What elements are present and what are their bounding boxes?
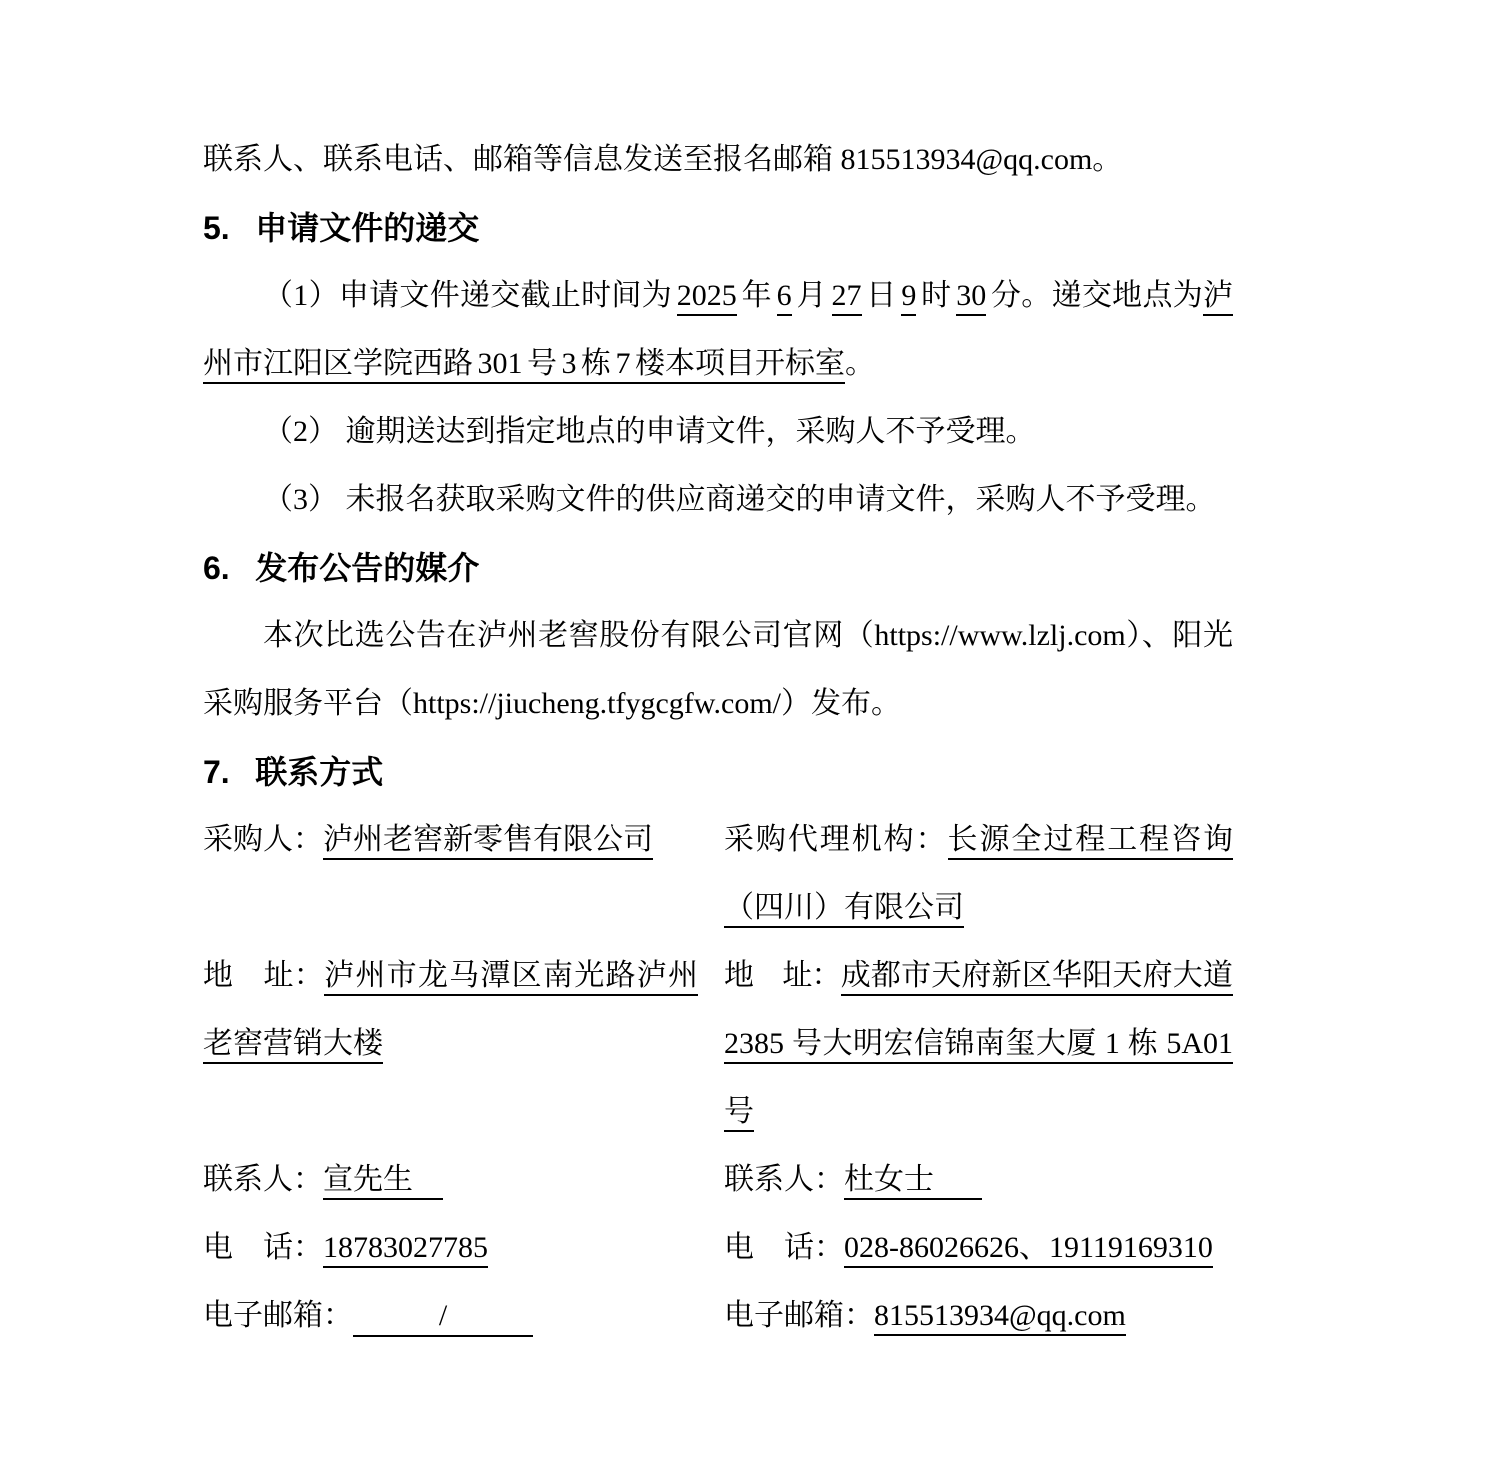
- section-5-heading: [203, 194, 1233, 262]
- buyer-email-blank: /: [353, 1299, 533, 1337]
- section-5-title: 申请文件的递交: [255, 210, 480, 246]
- deadline-minute: 30: [956, 279, 986, 316]
- buyer-email-row: [203, 1282, 698, 1350]
- deadline-day: 27: [832, 279, 862, 316]
- section-6-number: 6.: [203, 550, 230, 586]
- deadline-paragraph: [203, 262, 1233, 398]
- deadline-text-1: （1）申请文件递交截止时间为: [263, 279, 677, 312]
- agency-phone-label: 电 话：: [724, 1231, 844, 1264]
- section-7-number: 7.: [203, 754, 230, 790]
- submission-place: 泸州市江阳区学院西路 301 号 3 栋 7 楼本项目开标室: [203, 279, 1233, 384]
- agency-email-label: 电子邮箱：: [724, 1299, 874, 1332]
- announcement-media-paragraph: 本次比选公告在泸州老窖股份有限公司官网（https://www.lzlj.com）、阳光采购服务平台（https://jiucheng.tfygcgfw.com/）发布。: [203, 619, 1233, 720]
- agency-address: 成都市天府新区华阳天府大道 2385 号大明宏信锦南玺大厦 1 栋 5A01 号: [724, 959, 1233, 1132]
- buyer-email-label: 电子邮箱：: [203, 1299, 353, 1332]
- deadline-month: 6: [777, 279, 792, 316]
- deadline-text-2: 年: [736, 279, 777, 312]
- section-7-title: 联系方式: [255, 754, 384, 790]
- section-7-heading: [203, 738, 1233, 806]
- buyer-address-row: [203, 942, 698, 1146]
- buyer-name: 泸州老窖新零售有限公司: [323, 823, 653, 860]
- buyer-phone-row: [203, 1214, 698, 1282]
- late-submission-paragraph: （2） 逾期送达到指定地点的申请文件，采购人不予受理。: [263, 415, 1036, 448]
- deadline-text-3: 月: [791, 279, 832, 312]
- agency-contact-name: 杜女士: [844, 1163, 982, 1200]
- buyer-contact-row: [203, 1146, 698, 1214]
- procurement-notice-document: [203, 126, 1233, 1350]
- buyer-phone-number: 18783027785: [323, 1231, 488, 1268]
- section-5-number: 5.: [203, 210, 230, 246]
- agency-contact-label: 联系人：: [724, 1163, 844, 1196]
- buyer-row: [203, 806, 698, 942]
- agency-email-row: [724, 1282, 1233, 1350]
- agency-row: [724, 806, 1233, 942]
- deadline-text-7: 。: [845, 347, 875, 380]
- buyer-contact-label: 联系人：: [203, 1163, 323, 1196]
- agency-contact-row: [724, 1146, 1233, 1214]
- agency-email-address: 815513934@qq.com: [874, 1299, 1126, 1336]
- agency-address-row: [724, 942, 1233, 1146]
- buyer-contact-name: 宣先生: [323, 1163, 443, 1200]
- contact-info-table: [203, 806, 1233, 1350]
- deadline-text-4: 日: [861, 279, 902, 312]
- agency-phone-number: 028-86026626、19119169310: [844, 1231, 1213, 1268]
- buyer-address-label: 地 址：: [203, 959, 325, 992]
- agency-name: 长源全过程工程咨询（四川）有限公司: [724, 823, 1233, 928]
- buyer-phone-label: 电 话：: [203, 1231, 323, 1264]
- deadline-year: 2025: [677, 279, 737, 316]
- deadline-hour: 9: [901, 279, 916, 316]
- section-6-heading: [203, 534, 1233, 602]
- intro-paragraph: 联系人、联系电话、邮箱等信息发送至报名邮箱 815513934@qq.com。: [203, 143, 1123, 176]
- agency-address-label: 地 址：: [724, 959, 841, 992]
- unregistered-supplier-paragraph: （3） 未报名获取采购文件的供应商递交的申请文件，采购人不予受理。: [263, 483, 1216, 516]
- buyer-address: 泸州市龙马潭区南光路泸州老窖营销大楼: [203, 959, 698, 1064]
- buyer-label: 采购人：: [203, 823, 323, 856]
- deadline-text-6: 分。递交地点为: [986, 279, 1204, 312]
- deadline-text-5: 时: [916, 279, 957, 312]
- agency-phone-row: [724, 1214, 1233, 1282]
- agency-label: 采购代理机构：: [724, 823, 948, 856]
- section-6-title: 发布公告的媒介: [255, 550, 480, 586]
